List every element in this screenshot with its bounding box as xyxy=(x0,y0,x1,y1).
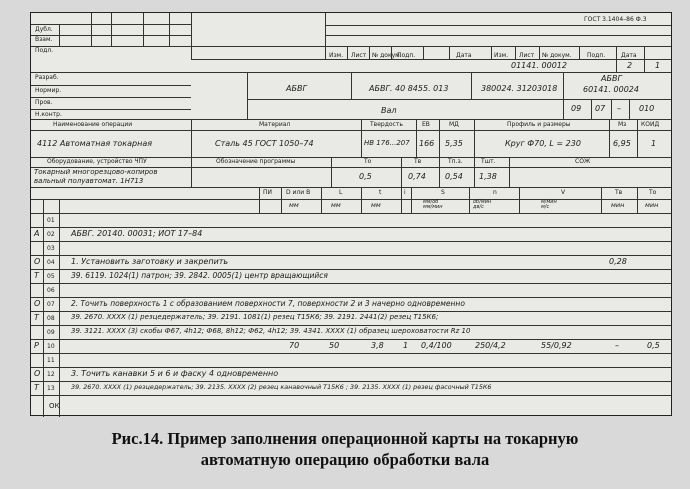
part-code-3: – xyxy=(617,104,621,113)
change-col-list1: Лист xyxy=(351,52,367,59)
vzam-label: Взам. xyxy=(35,36,53,43)
col-tv: Тв xyxy=(615,189,623,196)
unit-s: мм/об мм/мин xyxy=(423,199,443,210)
mode-i: 1 xyxy=(403,341,409,350)
mode-tv: – xyxy=(615,341,619,350)
col-d: D или В xyxy=(286,189,311,196)
sheets-total: 2 xyxy=(627,61,633,70)
row-08-idx: 08 xyxy=(47,315,55,322)
row-10-mark: Р xyxy=(34,341,39,350)
equipment-label: Оборудование, устройство ЧПУ xyxy=(47,158,147,165)
doc-number: 01141. 00012 xyxy=(511,61,567,70)
ev-label: ЕВ xyxy=(422,121,430,128)
row-07-idx: 07 xyxy=(47,301,55,308)
mode-l: 50 xyxy=(329,341,340,350)
profile-value: Круг Ф70, L = 230 xyxy=(505,139,581,148)
program-label: Обозначение программы xyxy=(216,158,296,165)
form-code: ОК xyxy=(49,402,60,410)
change-col-izm2: Изм. xyxy=(494,52,509,59)
row-03-idx: 03 xyxy=(47,245,55,252)
part-name: Вал xyxy=(381,106,397,115)
caption-line-1: Рис.14. Пример заполнения операционной карты на токарную xyxy=(111,429,579,448)
change-col-date1: Дата xyxy=(456,52,472,59)
row-12-idx: 12 xyxy=(47,371,55,378)
unit-n: об/мин дв/с xyxy=(473,199,492,210)
hardness-value: НВ 176...207 xyxy=(364,139,410,147)
row-07-mark: О xyxy=(34,299,41,308)
profile-label: Профиль и размеры xyxy=(507,121,571,128)
col-n: n xyxy=(493,189,497,196)
dubl-label: Дубл. xyxy=(35,26,53,33)
unit-l: мм xyxy=(331,201,341,209)
change-col-doc1: № докум. xyxy=(372,52,402,59)
col-i: i xyxy=(404,189,406,196)
mode-v: 55/0,92 xyxy=(541,341,572,350)
unit-v: м/мин м/с xyxy=(541,199,557,210)
change-col-list2: Лист xyxy=(519,52,535,59)
hardness-label: Твердость xyxy=(370,121,403,128)
mode-n: 250/4,2 xyxy=(475,341,506,350)
tpz-label: Тп.з. xyxy=(448,158,463,165)
row-07-text: 2. Точить поверхность 1 с образованием поверхности 7, поверхности 2 и 3 начерно одновременно xyxy=(71,299,465,308)
col-v: V xyxy=(561,189,566,196)
material-value: Сталь 45 ГОСТ 1050–74 xyxy=(215,139,314,148)
col-l: L xyxy=(339,189,343,196)
part-code-bottom: 60141. 00024 xyxy=(583,85,639,94)
unit-to: мин xyxy=(645,201,659,209)
mode-to: 0,5 xyxy=(647,341,660,350)
row-04-mark: О xyxy=(34,257,41,266)
col-s: S xyxy=(441,189,445,196)
unit-t: мм xyxy=(371,201,381,209)
doc-code: АБВГ. 40 8455. 013 xyxy=(369,84,449,93)
row-01-idx: 01 xyxy=(47,217,55,224)
change-col-date2: Дата xyxy=(621,52,637,59)
tv-label: Тв xyxy=(414,158,422,165)
part-code-4: 010 xyxy=(639,104,655,113)
unit-tv: мин xyxy=(611,201,625,209)
tsht-label: Тшт. xyxy=(481,158,496,165)
operation-code: 380024. 31203018 xyxy=(481,84,558,93)
row-08-text: 39. 2670. ХХХХ (1) резцедержатель; 39. 2191. 1081(1) резец Т15К6; 39. 2191. 2441(2) резец Т15К6; xyxy=(71,313,439,321)
razrab-label: Разраб. xyxy=(35,74,59,81)
row-11-idx: 11 xyxy=(47,357,55,364)
row-13-mark: Т xyxy=(34,383,39,392)
kod-value: 1 xyxy=(651,139,657,148)
soj-label: СОЖ xyxy=(575,158,591,165)
change-col-podp2: Подп. xyxy=(587,52,606,59)
mode-t: 3,8 xyxy=(371,341,384,350)
mode-d: 70 xyxy=(289,341,300,350)
md-value: 5,35 xyxy=(445,139,463,148)
row-09-text: 39. 3121. ХХХХ (3) скобы Ф67, 4h12; Ф68, 8h12; Ф62, 4h12; 39. 4341. ХХХХ (1) образец шероховатости Rz 10 xyxy=(71,327,471,335)
kod-label: КОИД xyxy=(641,121,660,128)
change-col-izm1: Изм. xyxy=(329,52,344,59)
part-code-top: АБВГ xyxy=(601,74,622,83)
change-col-podp1: Подп. xyxy=(397,52,416,59)
sheet-number: 1 xyxy=(655,61,661,70)
row-06-idx: 06 xyxy=(47,287,55,294)
row-10-idx: 10 xyxy=(47,343,55,350)
tpz-value: 0,54 xyxy=(445,172,463,181)
equipment-line2: вальный полуавтомат. 1Н713 xyxy=(34,177,144,185)
to-label: То xyxy=(364,158,372,165)
row-02-mark: А xyxy=(34,229,40,238)
row-12-mark: О xyxy=(34,369,41,378)
col-pi: ПИ xyxy=(263,189,272,196)
unit-d: мм xyxy=(289,201,299,209)
row-02-text: АБВГ. 20140. 00031; ИОТ 17–84 xyxy=(71,229,203,238)
podl-label: Подл. xyxy=(35,47,54,54)
row-05-text: 39. 6119. 1024(1) патрон; 39. 2842. 0005(1) центр вращающийся xyxy=(71,271,328,280)
row-13-idx: 13 xyxy=(47,385,55,392)
org-code: АБВГ xyxy=(286,84,307,93)
to-value: 0,5 xyxy=(359,172,372,181)
material-label: Материал xyxy=(259,121,291,128)
row-02-idx: 02 xyxy=(47,231,55,238)
tsht-value: 1,38 xyxy=(479,172,497,181)
row-04-tv: 0,28 xyxy=(609,257,627,266)
tv-value: 0,74 xyxy=(408,172,426,181)
row-08-mark: Т xyxy=(34,313,39,322)
mode-s: 0,4/100 xyxy=(421,341,452,350)
row-05-mark: Т xyxy=(34,271,39,280)
col-t: t xyxy=(379,189,382,196)
md-label: МД xyxy=(449,121,459,128)
row-04-text: 1. Установить заготовку и закрепить xyxy=(71,257,229,266)
col-to: То xyxy=(649,189,657,196)
row-12-text: 3. Точить канавки 5 и 6 и фаску 4 одновременно xyxy=(71,369,279,378)
normir-label: Нормир. xyxy=(35,87,62,94)
change-col-doc2: № докум. xyxy=(542,52,572,59)
nkontr-label: Н.контр. xyxy=(35,111,62,118)
mz-value: 6,95 xyxy=(613,139,631,148)
operation-card xyxy=(30,12,672,416)
figure-caption xyxy=(0,428,690,470)
part-code-2: 07 xyxy=(595,104,606,113)
row-13-text: 39. 2670. ХХХХ (1) резцедержатель; 39. 2135. ХХХХ (2) резец канавочный Т15К6 ; 39. 2135. ХХХХ (1) резец фасочный Т15К6 xyxy=(71,383,492,391)
mz-label: Мз xyxy=(618,121,627,128)
row-05-idx: 05 xyxy=(47,273,55,280)
prov-label: Пров. xyxy=(35,99,53,106)
equipment-line1: Токарный многорезцово-копиров xyxy=(34,168,158,176)
caption-line-2: автоматную операцию обработки вала xyxy=(200,450,490,469)
part-code-1: 09 xyxy=(571,104,582,113)
operation-name-label: Наименование операции xyxy=(53,121,133,128)
standard-label: ГОСТ 3.1404–86 Ф.3 xyxy=(584,16,647,23)
operation-name: 4112 Автоматная токарная xyxy=(37,139,153,148)
ev-value: 166 xyxy=(419,139,435,148)
row-04-idx: 04 xyxy=(47,259,55,266)
row-09-idx: 09 xyxy=(47,329,55,336)
